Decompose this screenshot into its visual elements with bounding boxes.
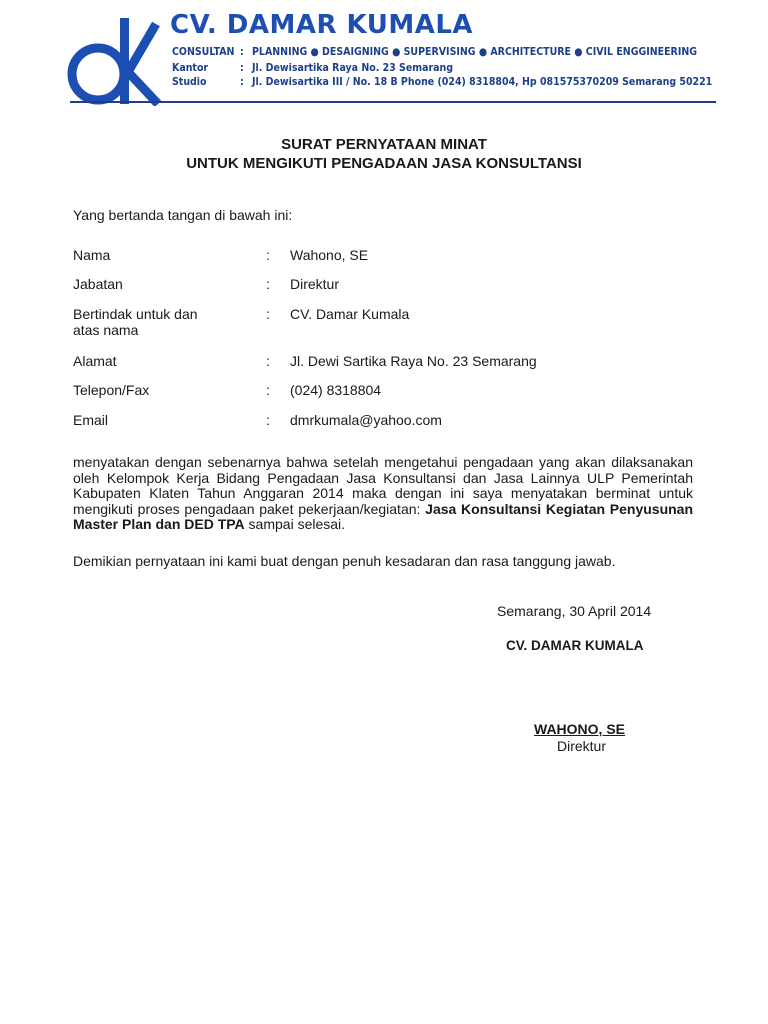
field-label-alamat: Alamat (73, 353, 117, 369)
place-date: Semarang, 30 April 2014 (497, 603, 652, 619)
field-label-jabatan: Jabatan (73, 276, 123, 292)
field-value-atas-nama: CV. Damar Kumala (290, 306, 410, 322)
field-value-email: dmrkumala@yahoo.com (290, 412, 442, 428)
field-label-atas-nama: Bertindak untuk dan atas nama (73, 306, 198, 338)
project-name: Jasa Konsultansi Kegiatan Penyusunan Master Plan dan DED TPA (73, 500, 694, 532)
field-colon: : (266, 353, 270, 369)
letterhead-divider (70, 101, 716, 103)
statement-paragraph: menyatakan dengan sebenarnya bahwa setelah mengetahui pengadaan yang akan dilaksanakan oleh Kelompok Kerja Bidang Pengadaan Jasa Konsultansi dan Jasa Lainnya ULP Pemerintah Kabupaten Klaten Tahun Anggaran 2014 maka dengan ini saya menyatakan berminat untuk mengikuti proses pengadaan paket pekerjaan/kegiatan: Jasa Konsultansi Kegiatan Penyusunan Master Plan dan DED TPA sampai selesai. (73, 454, 694, 532)
company-logo (62, 14, 162, 106)
field-value-jabatan: Direktur (290, 276, 340, 292)
signatory-position: Direktur (557, 738, 607, 754)
letterhead-studio: Studio : Jl. Dewisartika III / No. 18 B Phone (024) 8318804, Hp 081575370209 Semarang 50221 (172, 76, 713, 88)
field-colon: : (266, 306, 270, 322)
field-label-email: Email (73, 412, 109, 428)
field-value-alamat: Jl. Dewi Sartika Raya No. 23 Semarang (290, 353, 537, 369)
company-name: CV. DAMAR KUMALA (170, 10, 474, 40)
intro-text: Yang bertanda tangan di bawah ini: (73, 207, 293, 223)
field-colon: : (266, 412, 270, 428)
signatory-name: WAHONO, SE (534, 721, 626, 737)
document-title: SURAT PERNYATAAN MINAT (281, 136, 487, 153)
field-value-nama: Wahono, SE (290, 247, 369, 263)
letterhead-services: CONSULTAN : PLANNING ● DESAIGNING ● SUPERVISING ● ARCHITECTURE ● CIVIL ENGGINEERING (172, 46, 697, 58)
field-value-telepon: (024) 8318804 (290, 382, 382, 398)
letterhead-office: Kantor : Jl. Dewisartika Raya No. 23 Semarang (172, 62, 453, 74)
field-label-nama: Nama (73, 247, 111, 263)
field-label-telepon: Telepon/Fax (73, 382, 150, 398)
closing-text: Demikian pernyataan ini kami buat dengan penuh kesadaran dan rasa tanggung jawab. (73, 553, 616, 569)
field-colon: : (266, 382, 270, 398)
field-colon: : (266, 247, 270, 263)
field-colon: : (266, 276, 270, 292)
signatory-company: CV. DAMAR KUMALA (506, 638, 644, 653)
document-subtitle: UNTUK MENGIKUTI PENGADAAN JASA KONSULTANSI (186, 155, 582, 172)
